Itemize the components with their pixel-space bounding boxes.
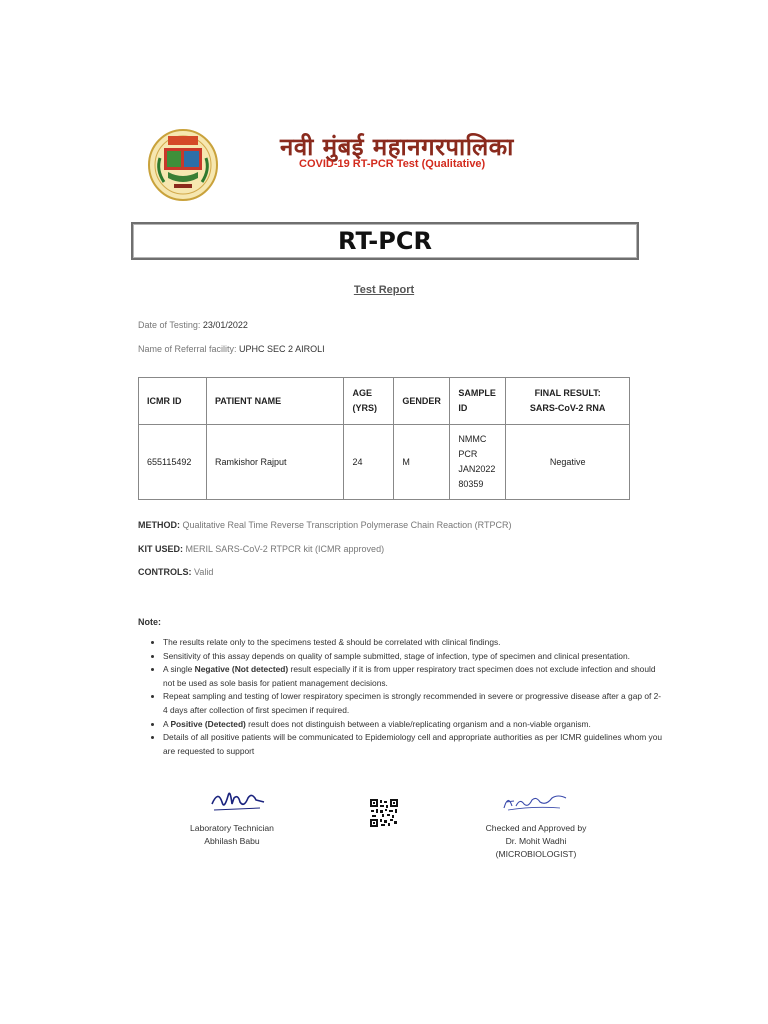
kit-label: KIT USED: bbox=[138, 544, 183, 554]
sample-line3: JAN2022 bbox=[458, 464, 496, 474]
table-header-row bbox=[139, 378, 630, 425]
list-item: • Repeat sampling and testing of lower respiratory specimen is strongly recommended in severe or progressive disease after a gap of 2-4 days after collection of first specimen if required. bbox=[163, 690, 663, 717]
cell-sample-id bbox=[450, 425, 506, 500]
note-label: Note: bbox=[138, 617, 161, 627]
th-patient-name: PATIENT NAME bbox=[206, 378, 344, 425]
results-table bbox=[138, 377, 630, 500]
kit-value: MERIL SARS-CoV-2 RTPCR kit (ICMR approved) bbox=[185, 544, 385, 554]
method-value: Qualitative Real Time Reverse Transcription Polymerase Chain Reaction (RTPCR) bbox=[182, 520, 512, 530]
note-text: A bbox=[163, 718, 171, 729]
report-subtitle: COVID-19 RT-PCR Test (Qualitative) bbox=[299, 158, 486, 170]
th-result-line1: FINAL RESULT: bbox=[534, 388, 601, 398]
controls-value: Valid bbox=[194, 567, 214, 577]
report-heading: Test Report bbox=[353, 284, 415, 296]
list-item bbox=[163, 718, 663, 732]
th-age bbox=[344, 378, 394, 425]
notes-list bbox=[138, 636, 663, 758]
th-result-line2: SARS-CoV-2 RNA bbox=[529, 403, 606, 413]
technician-signature-block bbox=[168, 822, 296, 848]
note-text: result does not distinguish between a viable/replicating organism and a non-viable organism. bbox=[245, 718, 591, 729]
method-label: METHOD: bbox=[138, 520, 180, 530]
approver-signature-block bbox=[470, 822, 602, 861]
cell-age: 24 bbox=[344, 425, 394, 500]
date-value: 23/01/2022 bbox=[202, 320, 248, 330]
report-header bbox=[0, 120, 768, 210]
technician-name: Abhilash Babu bbox=[204, 836, 260, 846]
list-item: • Sensitivity of this assay depends on quality of sample submitted, stage of infection, type of specimen and clinical presentation. bbox=[163, 650, 663, 664]
controls-line bbox=[138, 567, 213, 577]
th-age-line1: AGE bbox=[352, 388, 372, 398]
note-emphasis: Negative (Not detected) bbox=[194, 664, 289, 675]
th-age-line2: (YRS) bbox=[352, 403, 377, 413]
qr-code-icon bbox=[370, 799, 398, 827]
list-item bbox=[163, 663, 663, 690]
list-item: • Details of all positive patients will be communicated to Epidemiology cell and appropriate authorities as per ICMR guidelines whom you are requested to support bbox=[163, 731, 663, 758]
municipal-emblem-icon bbox=[146, 128, 220, 202]
approver-signature bbox=[500, 786, 570, 816]
note-emphasis: Positive (Detected) bbox=[170, 718, 246, 729]
sample-line2: PCR bbox=[458, 449, 478, 459]
th-icmr-id: ICMR ID bbox=[139, 378, 207, 425]
cell-final-result: Negative bbox=[506, 425, 630, 500]
facility-label: Name of Referral facility: bbox=[138, 344, 237, 354]
sample-line4: 80359 bbox=[458, 479, 484, 489]
date-of-testing bbox=[138, 320, 248, 330]
list-item: • The results relate only to the specimens tested & should be correlated with clinical findings. bbox=[163, 636, 663, 650]
sample-line1: NMMC bbox=[458, 434, 487, 444]
title-text: RT-PCR bbox=[338, 227, 432, 255]
th-sample-id bbox=[450, 378, 506, 425]
kit-line bbox=[138, 544, 384, 554]
controls-label: CONTROLS: bbox=[138, 567, 192, 577]
note-text: A single bbox=[163, 664, 195, 675]
cell-gender: M bbox=[394, 425, 450, 500]
method-line bbox=[138, 520, 511, 530]
th-final-result bbox=[506, 378, 630, 425]
th-sample-line1: SAMPLE bbox=[458, 388, 496, 398]
technician-role: Laboratory Technician bbox=[190, 823, 274, 833]
date-label: Date of Testing: bbox=[138, 320, 201, 330]
cell-patient-name: Ramkishor Rajput bbox=[206, 425, 344, 500]
approver-name: Dr. Mohit Wadhi bbox=[505, 836, 567, 846]
title-box bbox=[131, 222, 639, 260]
table-row bbox=[139, 425, 630, 500]
note-text: result especially if it is from upper respiratory tract specimen does not exclude infection and should not be used as sole basis for patient management decisions. bbox=[163, 664, 656, 688]
th-gender: GENDER bbox=[394, 378, 450, 425]
approver-role: Checked and Approved by bbox=[485, 823, 587, 833]
cell-icmr-id: 655115492 bbox=[139, 425, 207, 500]
facility-value: UPHC SEC 2 AIROLI bbox=[239, 344, 325, 354]
th-sample-line2: ID bbox=[458, 403, 468, 413]
referral-facility bbox=[138, 344, 325, 354]
approver-title: (MICROBIOLOGIST) bbox=[495, 849, 577, 859]
org-name: नवी मुंबई महानगरपालिका bbox=[280, 133, 514, 161]
technician-signature bbox=[208, 784, 268, 816]
